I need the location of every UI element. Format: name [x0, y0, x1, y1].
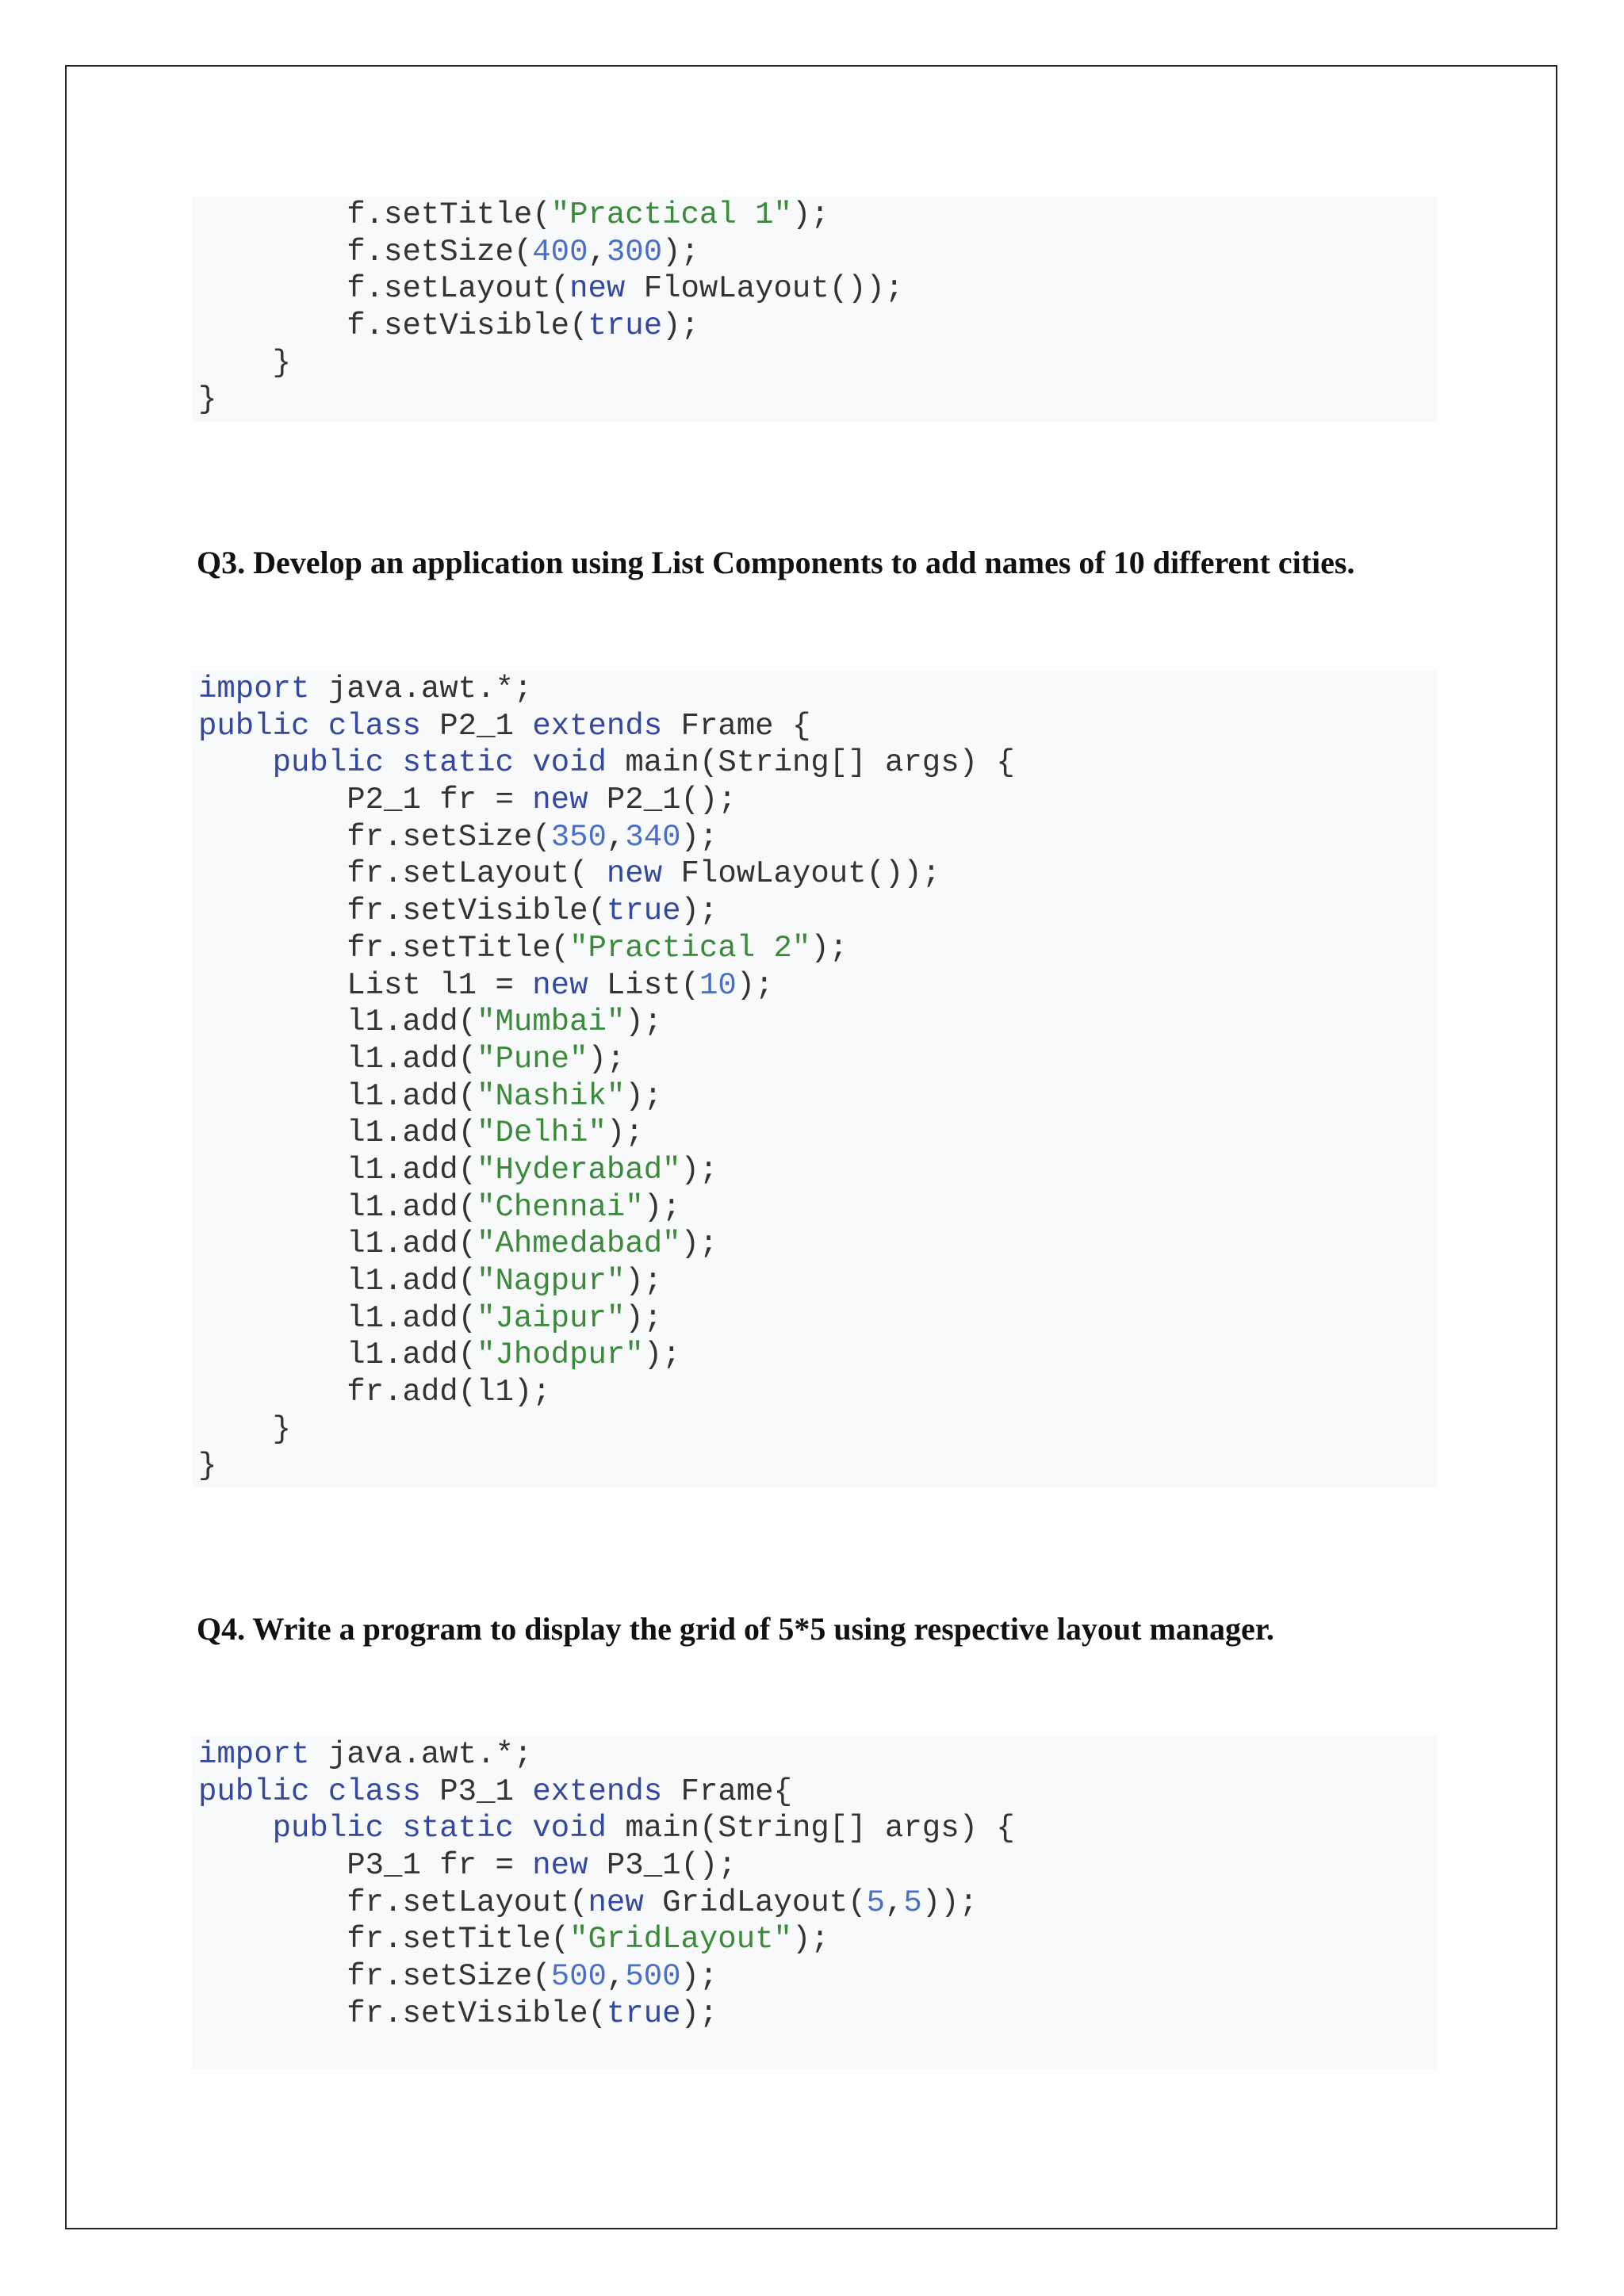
- code-token: P3_1 fr =: [198, 1848, 533, 1884]
- code-token: class: [327, 708, 421, 744]
- code-token: "Jaipur": [477, 1300, 626, 1336]
- code-token: public: [272, 1811, 385, 1846]
- code-line: [198, 270, 1437, 308]
- code-token: [198, 745, 273, 780]
- code-line: [198, 967, 1437, 1004]
- code-line: [198, 855, 1437, 893]
- code-token: );: [625, 1004, 663, 1040]
- code-token: static: [402, 745, 514, 781]
- code-token: new: [532, 1848, 588, 1884]
- code-token: 500: [550, 1959, 607, 1995]
- code-token: }: [198, 1448, 217, 1484]
- code-token: );: [662, 308, 699, 344]
- code-token: }: [198, 1411, 292, 1447]
- code-token: f.setVisible(: [198, 308, 588, 344]
- code-token: [309, 709, 327, 744]
- code-token: );: [606, 1115, 644, 1151]
- code-token: "Pune": [477, 1041, 588, 1077]
- code-line: [198, 893, 1437, 930]
- code-token: ,: [606, 1959, 626, 1995]
- code-token: main(String[] args) {: [606, 745, 1015, 781]
- code-token: [384, 745, 402, 780]
- code-token: fr.setLayout(: [198, 856, 607, 892]
- code-token: main(String[] args) {: [606, 1811, 1015, 1846]
- code-token: "Jhodpur": [477, 1337, 644, 1373]
- code-token: );: [680, 819, 718, 855]
- question-q3: Q3. Develop an application using List Components to add names of 10 different cities.: [197, 545, 1355, 580]
- code-token: new: [569, 271, 626, 307]
- code-line: [198, 671, 1437, 708]
- code-token: "GridLayout": [569, 1922, 792, 1957]
- code-token: );: [791, 1922, 829, 1957]
- code-token: public: [198, 708, 310, 744]
- code-token: );: [643, 1337, 681, 1373]
- code-token: fr.setLayout(: [198, 1885, 588, 1920]
- code-token: P3_1();: [588, 1848, 737, 1884]
- code-line: [198, 1411, 1437, 1448]
- code-block-gridlayout: [192, 1736, 1437, 2069]
- code-token: f.setTitle(: [198, 197, 551, 232]
- code-token: P3_1: [420, 1774, 533, 1809]
- code-token: import: [198, 672, 310, 706]
- code-line: [198, 782, 1437, 819]
- code-token: public: [272, 745, 385, 781]
- code-line: [198, 708, 1437, 745]
- code-token: l1.add(: [198, 1004, 477, 1040]
- code-token: 500: [625, 1959, 681, 1995]
- code-line: [198, 1921, 1437, 1958]
- code-line: [198, 1958, 1437, 1996]
- code-token: java.awt.*;: [309, 1737, 533, 1772]
- code-token: "Practical 1": [550, 197, 792, 232]
- code-token: [309, 1774, 327, 1809]
- code-line: [198, 1078, 1437, 1115]
- code-token: 350: [550, 819, 607, 855]
- code-line: [198, 1041, 1437, 1078]
- code-token: ,: [606, 819, 626, 855]
- code-token: extends: [532, 1774, 663, 1809]
- code-token: );: [736, 967, 774, 1003]
- code-token: import: [198, 1737, 310, 1772]
- code-token: [384, 1811, 402, 1846]
- code-line: [198, 381, 1437, 419]
- code-token: f.setLayout(: [198, 271, 570, 307]
- code-token: "Nashik": [477, 1078, 626, 1114]
- code-line: [198, 1847, 1437, 1885]
- code-token: );: [625, 1078, 663, 1114]
- code-token: "Ahmedabad": [477, 1226, 681, 1262]
- code-block-practical-2: [192, 671, 1437, 1487]
- code-token: );: [680, 1959, 718, 1995]
- code-token: static: [402, 1811, 514, 1846]
- code-token: java.awt.*;: [309, 672, 533, 706]
- code-token: fr.setSize(: [198, 819, 551, 855]
- code-token: fr.setVisible(: [198, 894, 607, 929]
- code-token: fr.setVisible(: [198, 1996, 607, 2031]
- code-token: l1.add(: [198, 1337, 477, 1373]
- code-token: GridLayout(: [643, 1885, 867, 1920]
- code-block-practical-1: [192, 197, 1437, 422]
- code-token: "Chennai": [477, 1189, 644, 1225]
- code-token: l1.add(: [198, 1152, 477, 1188]
- code-line: [198, 1774, 1437, 1811]
- code-token: new: [606, 856, 663, 892]
- code-token: Frame{: [662, 1774, 792, 1809]
- code-token: );: [680, 1996, 718, 2031]
- code-token: l1.add(: [198, 1189, 477, 1225]
- code-token: );: [680, 1152, 718, 1188]
- code-token: 400: [532, 234, 588, 270]
- code-token: true: [588, 308, 663, 344]
- code-token: P2_1: [420, 708, 533, 744]
- question-q4: Q4. Write a program to display the grid of 5*5 using respective layout manager.: [197, 1611, 1274, 1647]
- code-token: l1.add(: [198, 1041, 477, 1077]
- code-token: fr.setSize(: [198, 1959, 551, 1995]
- code-line: [198, 308, 1437, 345]
- code-token: ,: [884, 1885, 904, 1920]
- code-line: [198, 1448, 1437, 1485]
- code-token: new: [532, 967, 588, 1003]
- code-token: extends: [532, 708, 663, 744]
- code-token: public: [198, 1774, 310, 1809]
- code-token: );: [625, 1300, 663, 1336]
- code-token: );: [680, 894, 718, 929]
- code-token: new: [588, 1885, 644, 1920]
- code-line: [198, 1152, 1437, 1189]
- code-token: fr.setTitle(: [198, 1922, 570, 1957]
- code-token: true: [606, 894, 681, 929]
- code-token: );: [680, 1226, 718, 1262]
- code-line: [198, 1263, 1437, 1300]
- code-token: ,: [588, 234, 607, 270]
- code-line: [198, 1996, 1437, 2033]
- code-line: [198, 1736, 1437, 1774]
- code-line: [198, 1115, 1437, 1152]
- code-token: "Delhi": [477, 1115, 607, 1151]
- code-line: [198, 345, 1437, 382]
- code-token: List(: [588, 967, 699, 1003]
- code-line: [198, 1374, 1437, 1411]
- code-line: [198, 1226, 1437, 1263]
- code-token: "Hyderabad": [477, 1152, 681, 1188]
- code-line: [198, 930, 1437, 967]
- code-token: P2_1 fr =: [198, 783, 533, 818]
- code-token: }: [198, 382, 217, 418]
- code-line: [198, 197, 1437, 234]
- code-token: }: [198, 345, 292, 381]
- code-token: List l1 =: [198, 967, 533, 1003]
- code-line: [198, 234, 1437, 271]
- code-line: [198, 1189, 1437, 1226]
- code-token: [514, 1811, 532, 1846]
- code-line: [198, 1810, 1437, 1847]
- code-line: [198, 819, 1437, 856]
- code-token: fr.setTitle(: [198, 930, 570, 966]
- code-token: );: [625, 1264, 663, 1299]
- code-line: [198, 744, 1437, 782]
- code-token: true: [606, 1996, 681, 2031]
- code-line: [198, 1885, 1437, 1922]
- code-token: void: [532, 1811, 607, 1846]
- code-token: l1.add(: [198, 1226, 477, 1262]
- code-token: );: [588, 1041, 626, 1077]
- code-token: 10: [699, 967, 737, 1003]
- code-token: void: [532, 745, 607, 781]
- code-line: [198, 1300, 1437, 1337]
- code-token: class: [327, 1774, 421, 1809]
- code-token: ));: [921, 1885, 978, 1920]
- code-token: [198, 1811, 273, 1846]
- code-token: "Mumbai": [477, 1004, 626, 1040]
- code-token: "Practical 2": [569, 930, 811, 966]
- code-token: P2_1();: [588, 783, 737, 818]
- code-line: [198, 1337, 1437, 1374]
- code-token: );: [643, 1189, 681, 1225]
- code-token: fr.add(l1);: [198, 1375, 551, 1410]
- code-token: 300: [606, 234, 663, 270]
- code-token: f.setSize(: [198, 234, 533, 270]
- code-token: );: [791, 197, 829, 232]
- code-token: Frame {: [662, 708, 811, 744]
- code-token: );: [662, 234, 699, 270]
- code-token: );: [810, 930, 848, 966]
- code-token: 5: [903, 1885, 922, 1920]
- code-token: l1.add(: [198, 1300, 477, 1336]
- code-line: [198, 1004, 1437, 1041]
- code-token: l1.add(: [198, 1115, 477, 1151]
- code-token: l1.add(: [198, 1264, 477, 1299]
- code-token: l1.add(: [198, 1078, 477, 1114]
- code-token: [514, 745, 532, 780]
- code-token: FlowLayout());: [625, 271, 904, 307]
- code-token: 5: [866, 1885, 885, 1920]
- code-token: 340: [625, 819, 681, 855]
- code-token: "Nagpur": [477, 1264, 626, 1299]
- code-token: FlowLayout());: [662, 856, 941, 892]
- code-token: new: [532, 783, 588, 818]
